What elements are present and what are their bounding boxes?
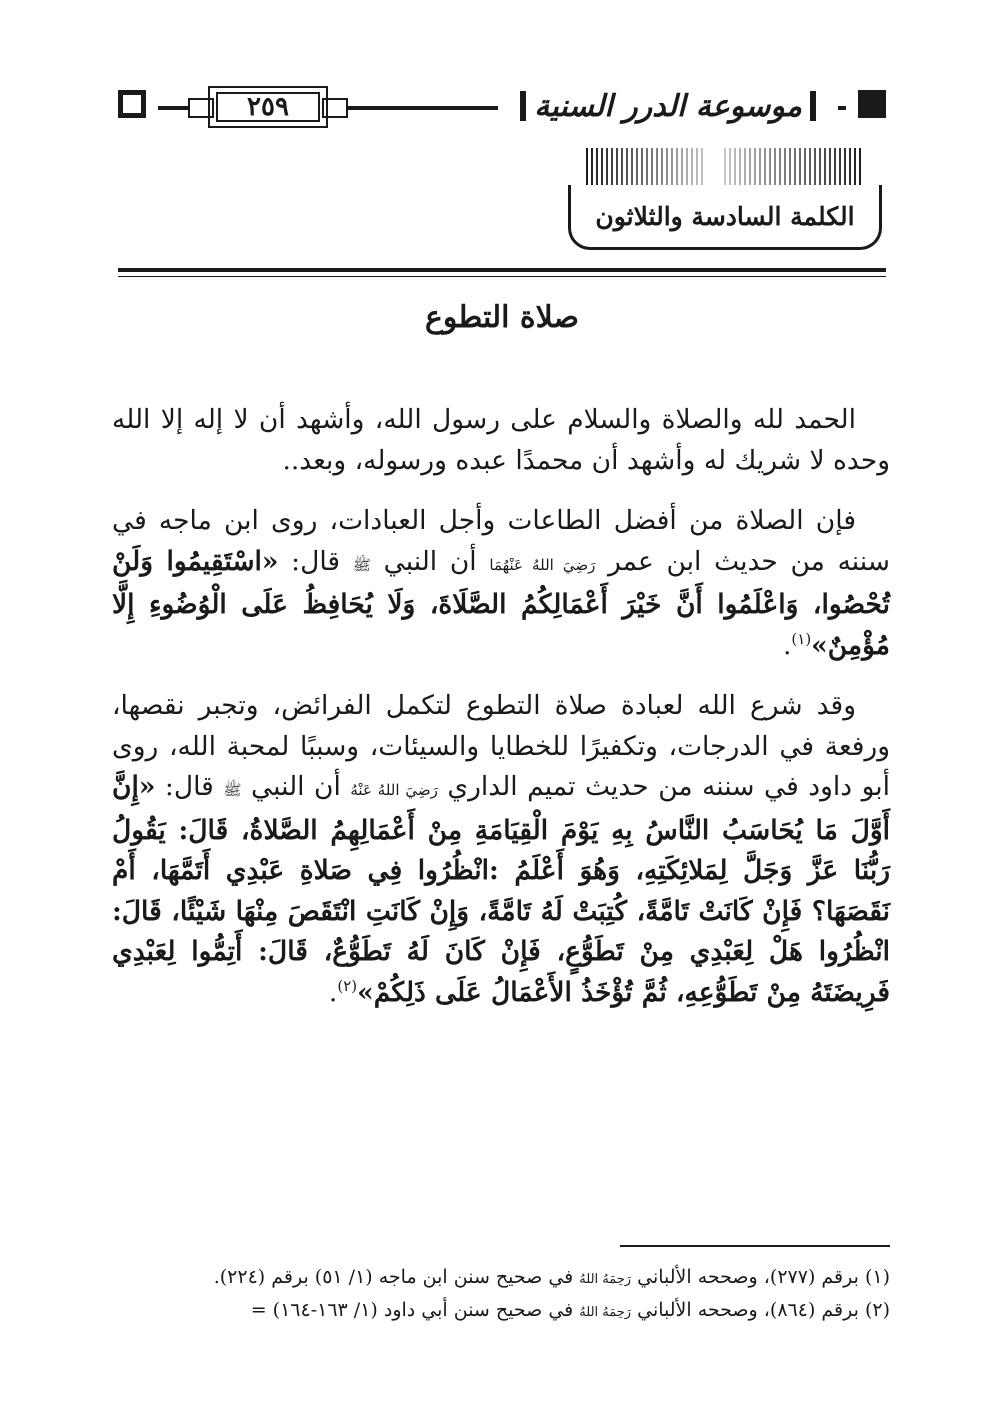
footnote-text: (٢) برقم (٨٦٤)، وصححه الألباني	[631, 1299, 890, 1321]
footnote-ref[interactable]: (١)	[791, 629, 812, 648]
footnote-2	[112, 1295, 890, 1328]
paragraph-hadith-2	[112, 686, 890, 1013]
scholar-honorific: رَحِمَهُ اللهُ	[579, 1272, 632, 1287]
narration-text: وقد شرع الله لعبادة صلاة التطوع لتكمل الفرائض، وتجبر نقصها، ورفعة في الدرجات، وتكفيرًا للخطايا والسيئات، وسببًا لمحبة الله، روى أبو داود في سننه من حديث تميم الداري	[112, 690, 890, 802]
sentence-end: .	[328, 976, 338, 1008]
hadith-quote: «إِنَّ أَوَّلَ مَا يُحَاسَبُ النَّاسُ بِهِ يَوْمَ الْقِيَامَةِ مِنْ أَعْمَالِهِمُ الصَّلاةُ، قَالَ: يَقُولُ رَبُّنَا عَزَّ وَجَلَّ لِمَلائِكَتِهِ، وَهُوَ أَعْلَمُ :انْظُرُوا فِي صَلاةِ عَبْدِي أَتَمَّهَا، أَمْ نَقَصَهَا؟ فَإِنْ كَانَتْ تَامَّةً، كُتِبَتْ لَهُ تَامَّةً، وَإِنْ كَانَتِ انْتَقَصَ مِنْهَا شَيْئًا، قَالَ: انْظُرُوا هَلْ لِعَبْدِي مِنْ تَطَوُّعٍ، فَإِنْ كَانَ لَهُ تَطَوُّعٌ، قَالَ: أَتِمُّوا لِعَبْدِي فَرِيضَتَهُ مِنْ تَطَوُّعِهِ، ثُمَّ تُؤْخَذُ الأَعْمَالُ عَلَى ذَلِكُمْ»	[112, 771, 890, 1008]
prophet-honorific: ﷺ	[223, 781, 242, 799]
companion-honorific: رَضِيَ اللهُ عَنْهُمَا	[489, 555, 596, 574]
narration-text: فإن الصلاة من أفضل الطاعات وأجل العبادات، روى ابن ماجه في سننه من حديث ابن عمر	[112, 505, 890, 577]
page-number-frame	[188, 86, 348, 128]
footnotes	[112, 1262, 890, 1328]
page-number: ٢٥٩	[216, 92, 320, 122]
footnote-1	[112, 1262, 890, 1295]
sentence-end: .	[782, 629, 792, 661]
chapter-box	[564, 148, 886, 260]
chapter-label: الكلمة السادسة والثلاثون	[568, 185, 882, 250]
paragraph-intro: الحمد لله والصلاة والسلام على رسول الله، وأشهد أن لا إله إلا الله وحده لا شريك له وأشهد أن محمدًا عبده ورسوله، وبعد..	[112, 404, 890, 476]
separator-thick-line	[118, 268, 886, 272]
page-header	[118, 80, 886, 136]
outline-square-ornament	[118, 90, 146, 118]
footnote-text: في صحيح سنن ابن ماجه (١/ ٥١) برقم (٢٢٤).	[213, 1266, 580, 1288]
body-text	[112, 400, 890, 1033]
solid-square-ornament	[858, 90, 886, 118]
footnote-text: في صحيح سنن أبي داود (١/ ١٦٣-١٦٤) =	[250, 1299, 580, 1321]
header-separator	[118, 268, 886, 277]
section-title: صلاة التطوع	[424, 300, 580, 335]
separator-thin-line	[118, 276, 886, 277]
narration-text: أن النبي	[370, 545, 490, 577]
book-title: موسوعة الدرر السنية	[498, 80, 838, 132]
companion-honorific: رَضِيَ اللهُ عَنْهُ	[350, 781, 438, 799]
narration-text: قال:	[155, 771, 224, 802]
prophet-honorific: ﷺ	[352, 555, 371, 574]
footnote-ref[interactable]: (٢)	[337, 976, 358, 995]
paragraph-hadith-1	[112, 501, 890, 666]
narration-text: قال:	[278, 545, 353, 577]
narration-text: أن النبي	[241, 771, 351, 802]
footnote-rule	[620, 1245, 890, 1247]
scholar-honorific: رَحِمَهُ اللهُ	[579, 1305, 632, 1320]
footnote-text: (١) برقم (٢٧٧)، وصححه الألباني	[631, 1266, 890, 1288]
hadith-quote: «اسْتَقِيمُوا وَلَنْ تُحْصُوا، وَاعْلَمُوا أَنَّ خَيْرَ أَعْمَالِكُمُ الصَّلَاةَ، وَلَا يُحَافِظُ عَلَى الْوُضُوءِ إِلَّا مُؤْمِنٌ»	[112, 545, 890, 661]
